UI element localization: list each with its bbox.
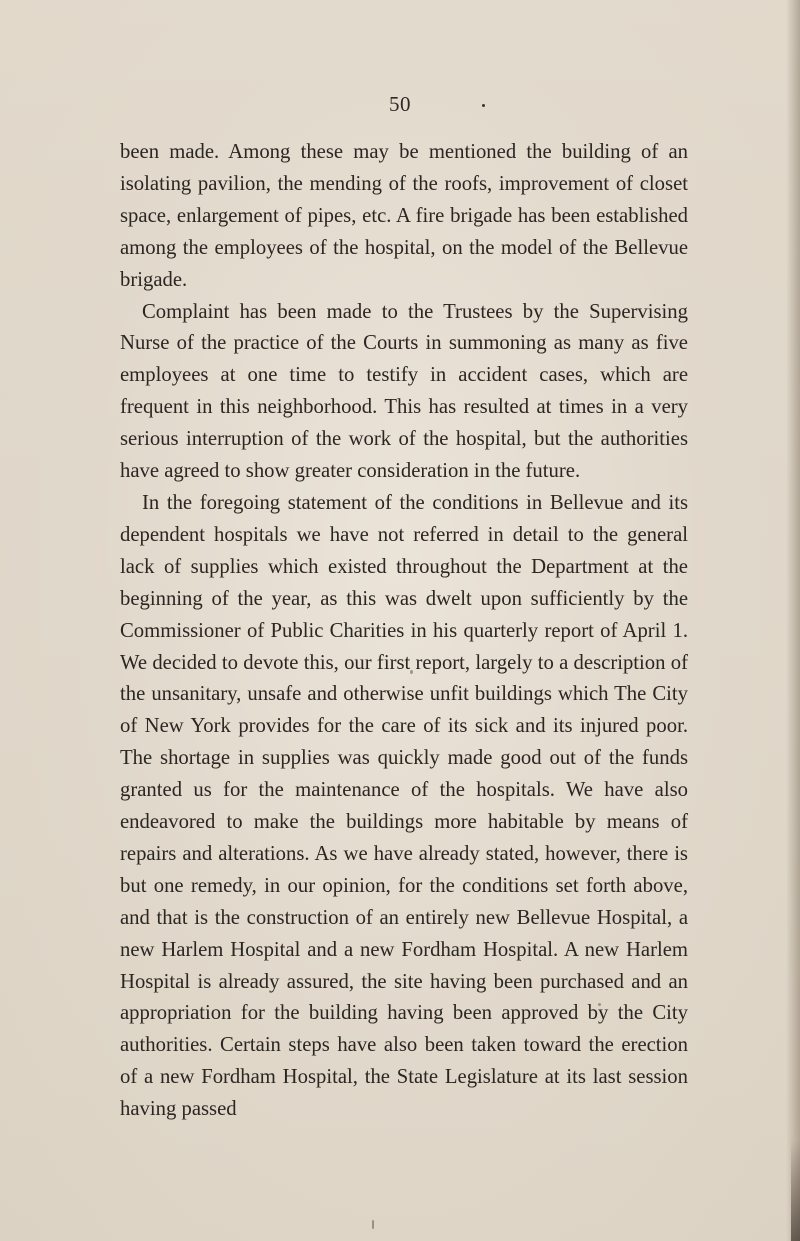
paragraph-complaint: Complaint has been made to the Trustees by the Supervising Nurse of the practice of the Courts in summoning as many as five employees at one time to testify in accident cases, which are frequent in this neighborhood. This has resulted at times in a very serious interruption of the work of the hospital, but the authorities have agreed to show greater consideration in the future.: [120, 300, 688, 483]
paper-speck: [598, 1003, 601, 1006]
paragraph-foregoing-statement: In the foregoing statement of the conditions in Bellevue and its dependent hospitals we have not referred in detail to the general lack of supplies which existed throughout the Department at the beginning of the year, as this was dwelt upon sufficiently by the Commissioner of Public Charities in his quarterly report of April 1. We decided to devote this, our first report, largely to a description of the unsanitary, unsafe and otherwise unfit buildings which The City of New York provides for the care of its sick and its injured poor. The shortage in supplies was quickly made good out of the funds granted us for the maintenance of the hospitals. We have also endeavored to make the buildings more habitable by means of repairs and alterations. As we have already stated, however, there is but one remedy, in our opinion, for the conditions set forth above, and that is the construction of an entirely new Bellevue Hospital, a new Harlem Hospital and a new Fordham Hospital. A new Harlem Hospital is already assured, the site having been purchased and an appropriation for the building having been approved by the City authorities. Certain steps have also been taken toward the erection of a new Fordham Hospital, the State Legislature at its last session having passed: [120, 491, 688, 1121]
paragraph-continuation: been made. Among these may be mentioned the building of an isolating pavilion, the mending of the roofs, improvement of closet space, enlargement of pipes, etc. A fire brigade has been established among the employees of the hospital, on the model of the Bellevue brigade.: [120, 141, 688, 291]
page-corner-shadow: [791, 1140, 800, 1241]
paper-speck: [372, 1220, 374, 1229]
page-number: 50: [389, 92, 411, 116]
ink-dot: [482, 104, 485, 107]
body-text: [120, 137, 688, 1126]
paper-speck: [410, 670, 413, 674]
page-edge-shadow: [786, 0, 800, 1241]
